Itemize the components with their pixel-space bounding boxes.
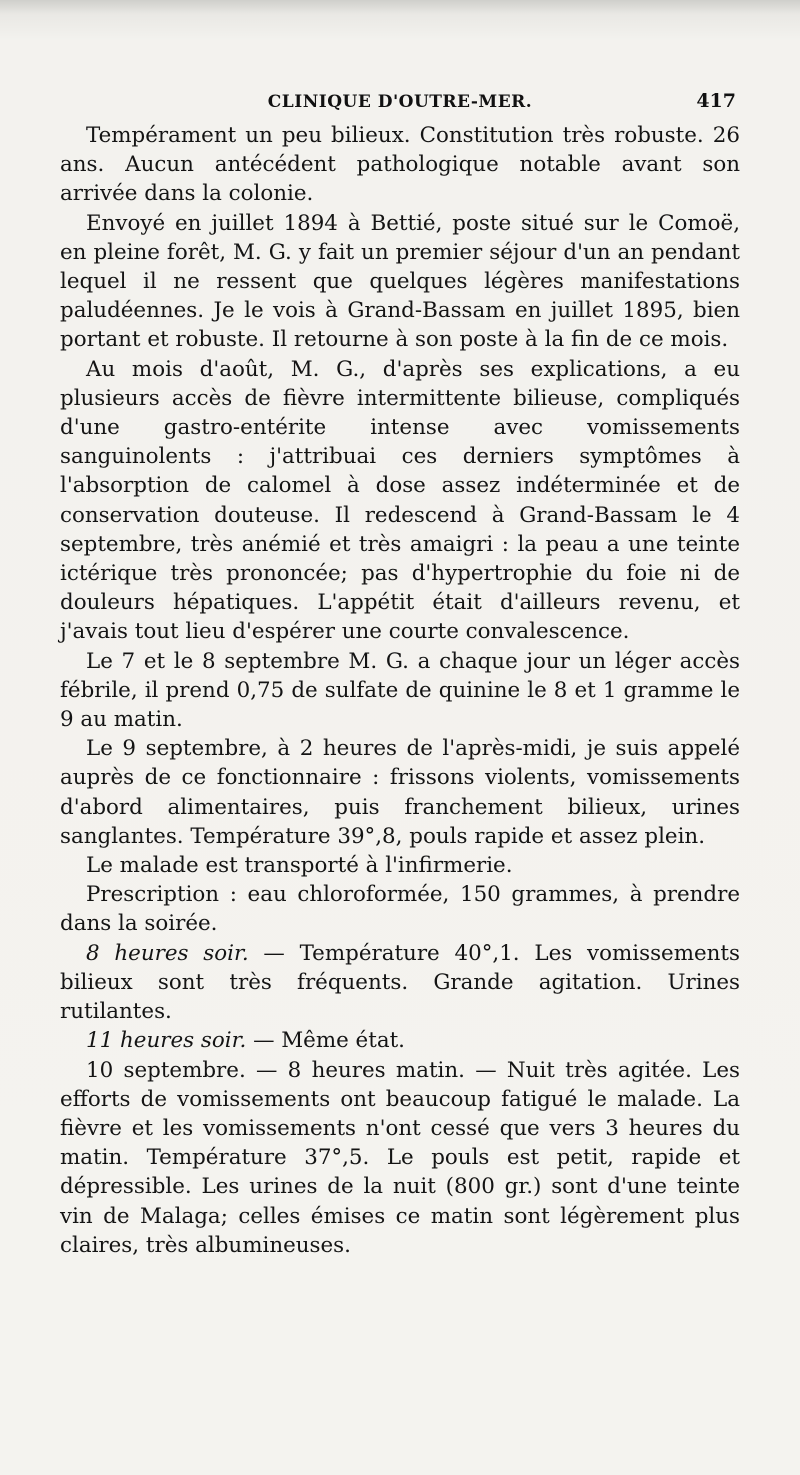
paragraph-text: — Température 40°,1. Les vomissements bilieux sont très fréquents. Grande agitation. Urines rutilantes. bbox=[60, 940, 741, 1025]
paragraph-text: Le 7 et le 8 septembre M. G. a chaque jour un léger accès fébrile, il prend 0,75 de sulfate de quinine le 8 et 1 gramme le 9 au matin. bbox=[60, 648, 740, 733]
body-text bbox=[60, 121, 740, 1260]
date-lead: 10 septembre. — 8 heures matin. bbox=[86, 1057, 465, 1083]
paragraph-text: Le 9 septembre, à 2 heures de l'après-midi, je suis appelé auprès de ce fonctionnaire : frissons violents, vomissements d'abord alimentaires, puis franchement bilieux, urines sanglantes. Température 39°,8, pouls rapide et assez plein. bbox=[60, 736, 740, 849]
paragraph-8-heures-soir bbox=[60, 939, 740, 1027]
page-header bbox=[62, 88, 738, 118]
time-lead: 11 heures soir. bbox=[86, 1028, 247, 1054]
paragraph-text: Le malade est transporté à l'infirmerie. bbox=[86, 853, 513, 879]
paragraph-text: Envoyé en juillet 1894 à Bettié, poste situé sur le Comoë, en pleine forêt, M. G. y fait un premier séjour d'un an pendant lequel il ne ressent que quelques légères manifestations paludéennes. Je le vois à Grand-Bassam en juillet 1895, bien portant et robuste. Il retourne à son poste à la fin de ce mois. bbox=[60, 210, 740, 353]
paragraph-aout bbox=[60, 355, 740, 647]
paragraph-text: — Même état. bbox=[246, 1028, 405, 1054]
paragraph-text: — Nuit très agitée. Les efforts de vomissements ont beaucoup fatigué le malade. La fièvre et les vomissements n'ont cessé que vers 3 heures du matin. Température 37°,5. Le pouls est petit, rapide et dépressible. Les urines de la nuit (800 gr.) sont d'une teinte vin de Malaga; celles émises ce matin sont légèrement plus claires, très albumineuses. bbox=[60, 1057, 740, 1258]
paragraph-envoye bbox=[60, 209, 740, 355]
paragraph-9-septembre bbox=[60, 734, 740, 851]
paragraph-temperament bbox=[60, 121, 740, 209]
paragraph-11-heures-soir bbox=[60, 1026, 740, 1055]
paragraph-text: Prescription : eau chloroformée, 150 grammes, à prendre dans la soirée. bbox=[60, 882, 740, 937]
page-number: 417 bbox=[696, 90, 736, 112]
paragraph-text: Tempérament un peu bilieux. Constitution très robuste. 26 ans. Aucun antécédent pathologique notable avant son arrivée dans la colonie. bbox=[60, 123, 740, 207]
paragraph-10-septembre bbox=[60, 1056, 740, 1260]
time-lead: 8 heures soir. bbox=[86, 940, 249, 966]
running-title: CLINIQUE D'OUTRE-MER. bbox=[267, 92, 533, 112]
paragraph-7-8-septembre bbox=[60, 647, 740, 735]
paragraph-infirmerie bbox=[60, 851, 740, 880]
paragraph-text: Au mois d'août, M. G., d'après ses explications, a eu plusieurs accès de fièvre intermittente bilieuse, compliqués d'une gastro-entérite intense avec vomissements sanguinolents : j'attribuai ces derniers symptômes à l'absorption de calomel à dose assez indéterminée et de conservation douteuse. Il redescend à Grand-Bassam le 4 septembre, très anémié et très amaigri : la peau a une teinte ictérique très prononcée; pas d'hypertrophie du foie ni de douleurs hépatiques. L'appétit était d'ailleurs revenu, et j'avais tout lieu d'espérer une courte convalescence. bbox=[60, 356, 740, 645]
paragraph-prescription bbox=[60, 880, 740, 938]
